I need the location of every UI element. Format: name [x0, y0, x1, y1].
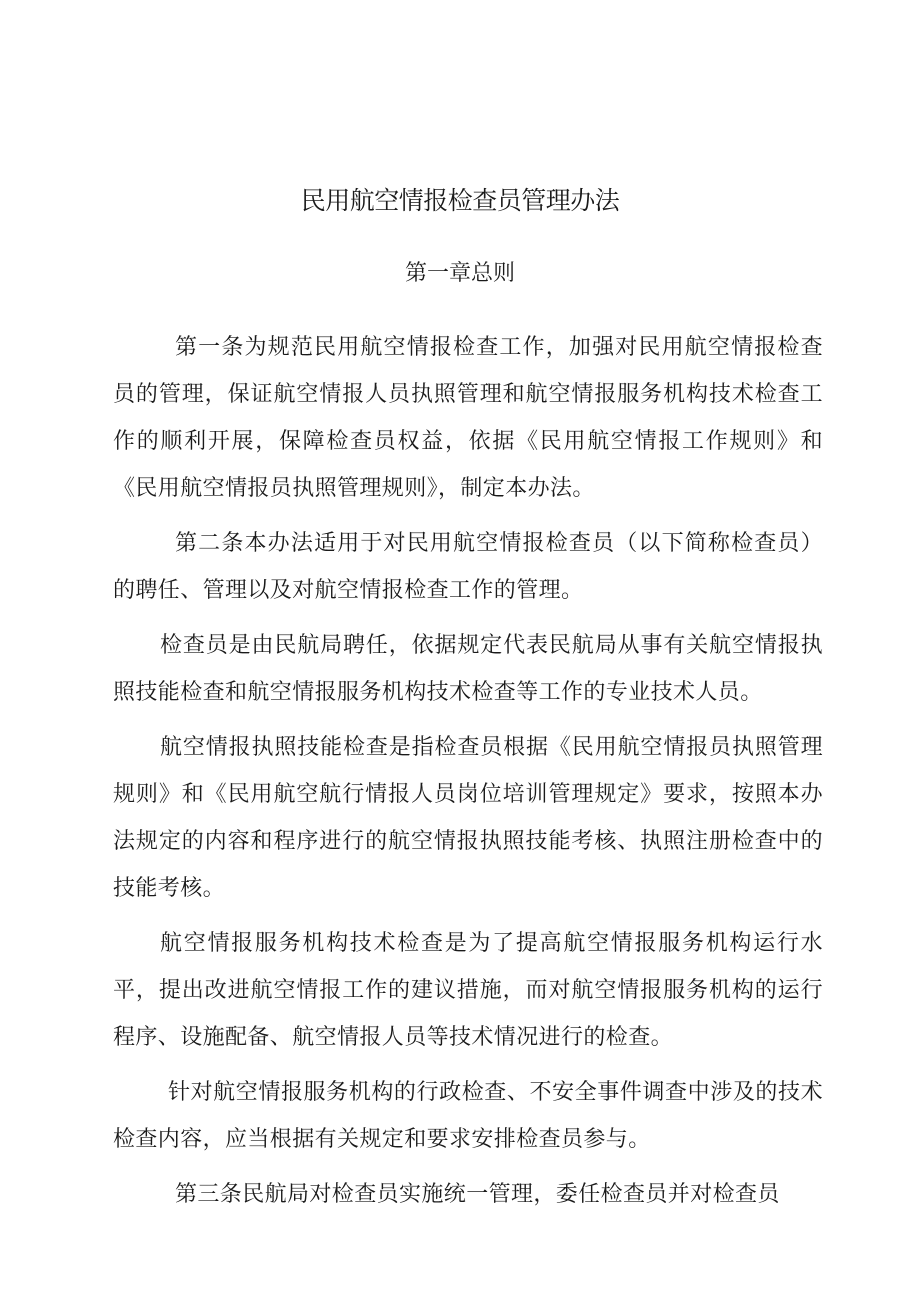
document-title: 民用航空情报检查员管理办法: [300, 186, 620, 215]
paragraph-technical-inspection: 航空情报服务机构技术检查是为了提高航空情报服务机构运行水平，提出改进航空情报工作的建议措施，而对航空情报服务机构的运行程序、设施配备、航空情报人员等技术情况进行的检查。: [113, 931, 823, 1050]
document-body: [113, 324, 823, 1218]
paragraph-administrative-inspection: 针对航空情报服务机构的行政检查、不安全事件调查中涉及的技术检查内容，应当根据有关规定和要求安排检查员参与。: [113, 1080, 823, 1152]
paragraph-inspector-definition: 检查员是由民航局聘任，依据规定代表民航局从事有关航空情报执照技能检查和航空情报服务机构技术检查等工作的专业技术人员。: [113, 633, 823, 705]
paragraph-license-skill-check: 航空情报执照技能检查是指检查员根据《民用航空情报员执照管理规则》和《民用航空航行情报人员岗位培训管理规定》要求，按照本办法规定的内容和程序进行的航空情报执照技能考核、执照注册检查中的技能考核。: [113, 735, 823, 901]
chapter-heading: 第一章总则: [404, 261, 515, 286]
paragraph-article-1: 第一条为规范民用航空情报检查工作，加强对民用航空情报检查员的管理，保证航空情报人员执照管理和航空情报服务机构技术检查工作的顺利开展，保障检查员权益，依据《民用航空情报工作规则》和《民用航空情报员执照管理规则》，制定本办法。: [113, 335, 823, 501]
paragraph-article-3: 第三条民航局对检查员实施统一管理，委任检查员并对检查员: [175, 1182, 780, 1207]
paragraph-article-2: 第二条本办法适用于对民用航空情报检查员（以下简称检查员）的聘任、管理以及对航空情报检查工作的管理。: [113, 531, 823, 603]
